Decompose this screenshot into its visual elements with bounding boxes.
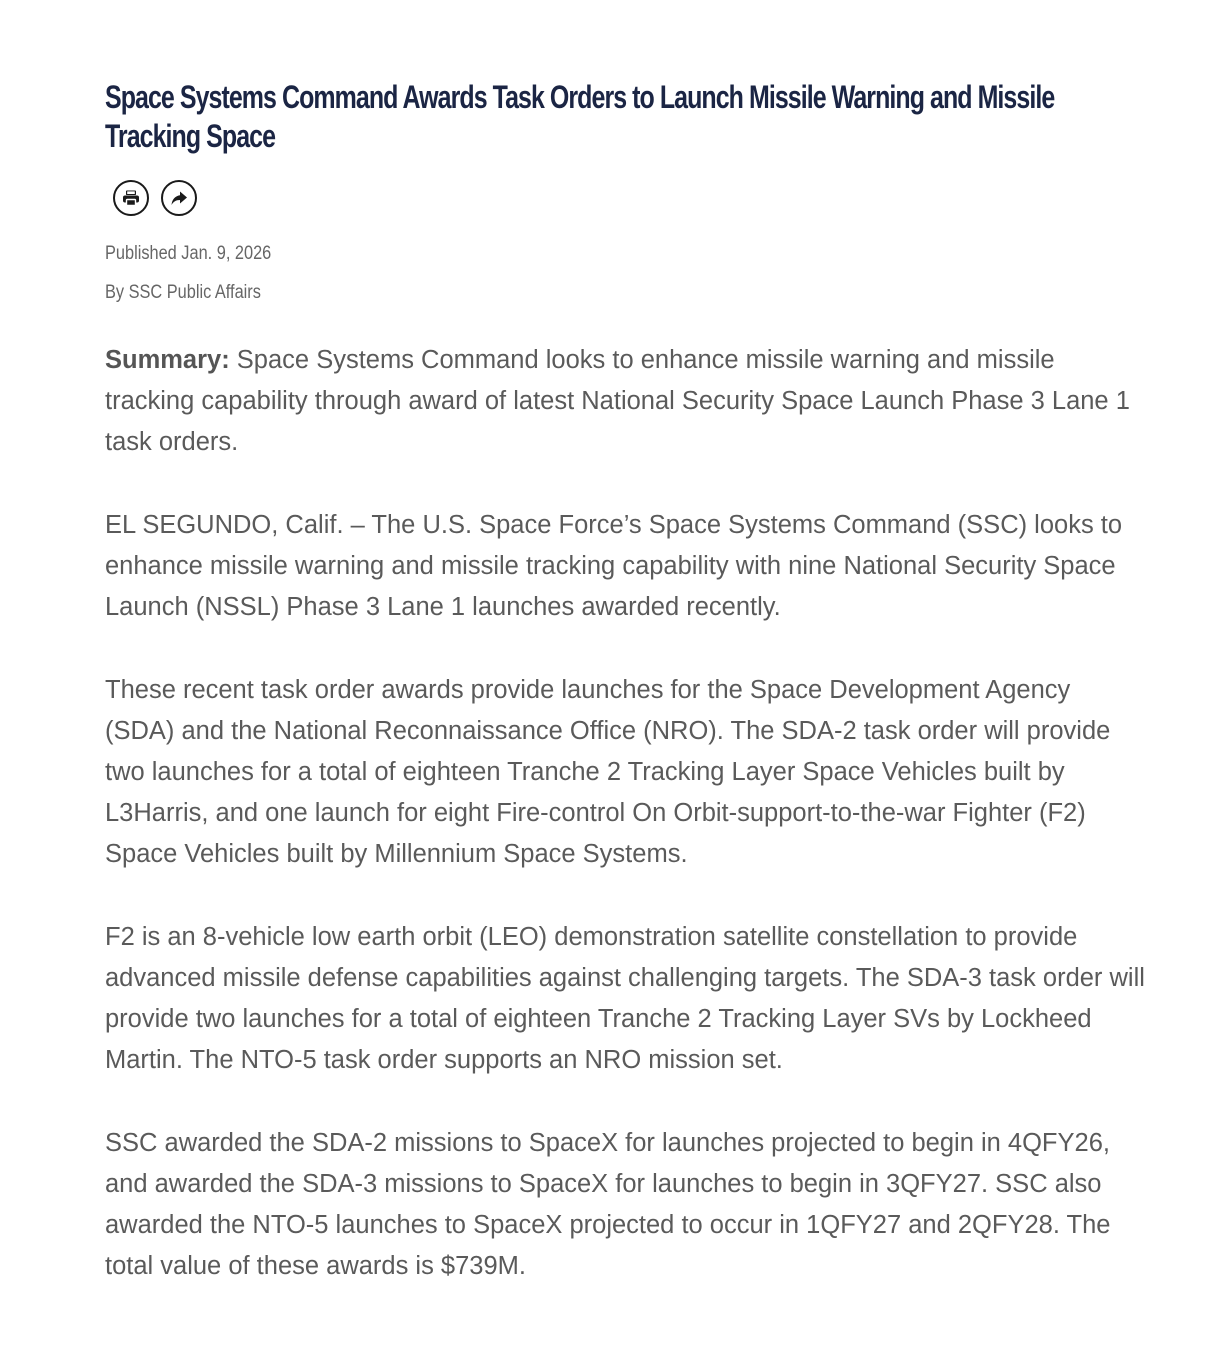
printer-icon xyxy=(121,188,141,208)
share-button[interactable] xyxy=(161,180,197,216)
published-date: Published Jan. 9, 2026 xyxy=(105,243,272,264)
summary-text: Space Systems Command looks to enhance missile warning and missile tracking capability through award of latest National Security Space Launch Phase 3 Lane 1 task orders. xyxy=(105,346,1130,457)
article-body xyxy=(105,340,1145,1288)
summary-paragraph xyxy=(105,340,1145,464)
article-actions xyxy=(113,180,1145,216)
article xyxy=(105,78,1145,1288)
print-button[interactable] xyxy=(113,180,149,216)
article-title: Space Systems Command Awards Task Orders to Launch Missile Warning and Missile Tracking Space xyxy=(105,79,1055,154)
share-arrow-icon xyxy=(169,188,189,208)
summary-label: Summary: xyxy=(105,346,230,374)
body-paragraph: EL SEGUNDO, Calif. – The U.S. Space Force’s Space Systems Command (SSC) looks to enhance missile warning and missile tracking capability with nine National Security Space Launch (NSSL) Phase 3 Lane 1 launches awarded recently. xyxy=(105,510,1123,622)
body-paragraph: F2 is an 8-vehicle low earth orbit (LEO) demonstration satellite constellation to provide advanced missile defense capabilities against challenging targets. The SDA-3 task order will provide two launches for a total of eighteen Tranche 2 Tracking Layer SVs by Lockheed Martin. The NTO-5 task order supports an NRO mission set. xyxy=(105,922,1145,1075)
body-paragraph: These recent task order awards provide launches for the Space Development Agency (SDA) and the National Reconnaissance Office (NRO). The SDA-2 task order will provide two launches for a total of eighteen Tranche 2 Tracking Layer Space Vehicles built by L3Harris, and one launch for eight Fire-control On Orbit-support-to-the-war Fighter (F2) Space Vehicles built by Millennium Space Systems. xyxy=(105,675,1111,869)
body-paragraph: SSC awarded the SDA-2 missions to SpaceX for launches projected to begin in 4QFY26, and awarded the SDA-3 missions to SpaceX for launches to begin in 3QFY27. SSC also awarded the NTO-5 launches to SpaceX projected to occur in 1QFY27 and 2QFY28. The total value of these awards is $739M. xyxy=(105,1128,1111,1281)
byline: By SSC Public Affairs xyxy=(105,282,261,303)
